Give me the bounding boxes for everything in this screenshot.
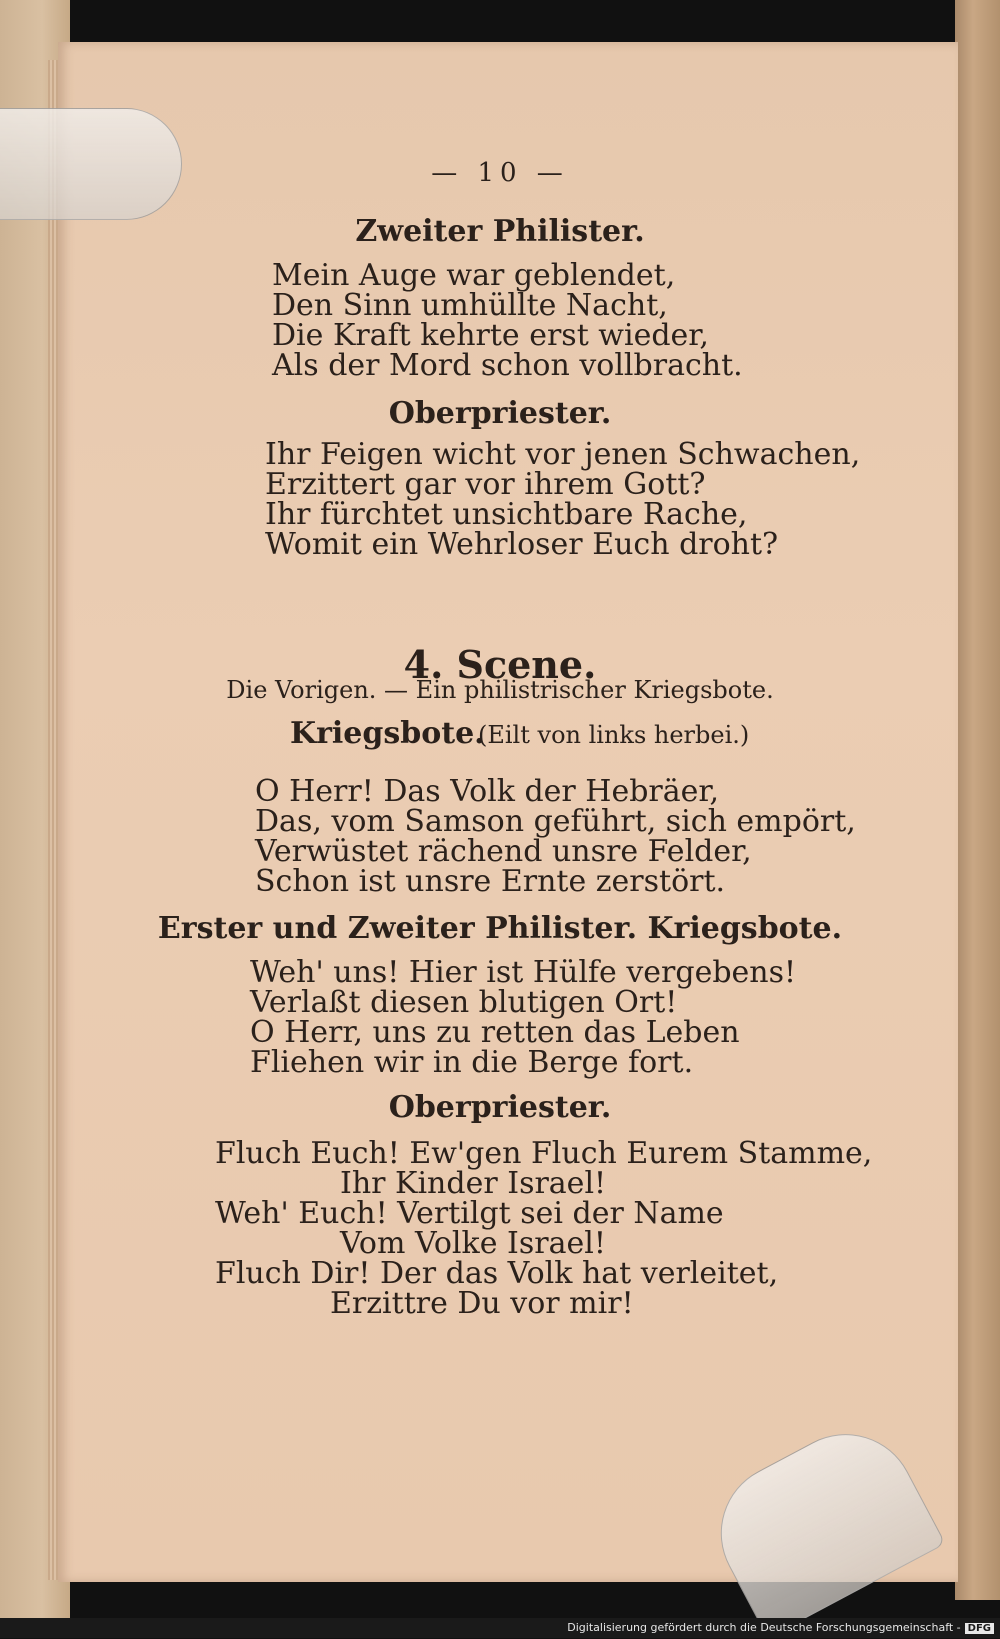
speaker-heading: Kriegsbote. [290,716,485,751]
verse-line: Das, vom Samson geführt, sich empört, [255,804,856,839]
verse-line: Den Sinn umhüllte Nacht, [272,288,668,323]
verse-line: Verlaßt diesen blutigen Ort! [250,985,678,1020]
verse-line: Erzittert gar vor ihrem Gott? [265,467,706,502]
verse-line: Womit ein Wehrloser Euch droht? [265,527,779,562]
verse-line: Mein Auge war geblendet, [272,258,676,293]
stage-direction: (Eilt von links herbei.) [478,721,750,749]
footer-text: Digitalisierung gefördert durch die Deutsche Forschungsgemeinschaft - [567,1621,961,1634]
scene-title: 4. Scene. [403,642,597,687]
verse-line: Ihr fürchtet unsichtbare Rache, [265,497,748,532]
speaker-heading: Oberpriester. [388,1090,612,1125]
verse-line: Weh' Euch! Vertilgt sei der Name [215,1196,724,1231]
speaker-heading: Zweiter Philister. [355,214,645,249]
speaker-heading: Oberpriester. [388,396,612,431]
verse-line: Erzittre Du vor mir! [330,1286,634,1321]
verse-line: Ihr Kinder Israel! [340,1166,607,1201]
verse-line: Fluch Euch! Ew'gen Fluch Eurem Stamme, [215,1136,873,1171]
digitization-footer [0,1618,1000,1638]
verse-line: Verwüstet rächend unsre Felder, [255,834,752,869]
verse-line: Weh' uns! Hier ist Hülfe vergebens! [250,955,797,990]
verse-line: O Herr, uns zu retten das Leben [250,1015,740,1050]
verse-line: Fluch Dir! Der das Volk hat verleitet, [215,1256,779,1291]
verse-line: Schon ist unsre Ernte zerstört. [255,864,726,899]
verse-line: O Herr! Das Volk der Hebräer, [255,774,719,809]
scene-persons: Die Vorigen. — Ein philistrischer Kriegsbote. [226,676,774,704]
glass-page-clip-top [0,108,182,220]
verse-line: Vom Volke Israel! [340,1226,606,1261]
dfg-logo: DFG [965,1623,994,1634]
verse-line: Fliehen wir in die Berge fort. [250,1045,694,1080]
verse-line: Als der Mord schon vollbracht. [272,348,743,383]
verse-line: Ihr Feigen wicht vor jenen Schwachen, [265,437,861,472]
speaker-heading: Erster und Zweiter Philister. Kriegsbote. [157,911,843,946]
page-number: — 10 — [431,158,569,188]
verse-line: Die Kraft kehrte erst wieder, [272,318,709,353]
